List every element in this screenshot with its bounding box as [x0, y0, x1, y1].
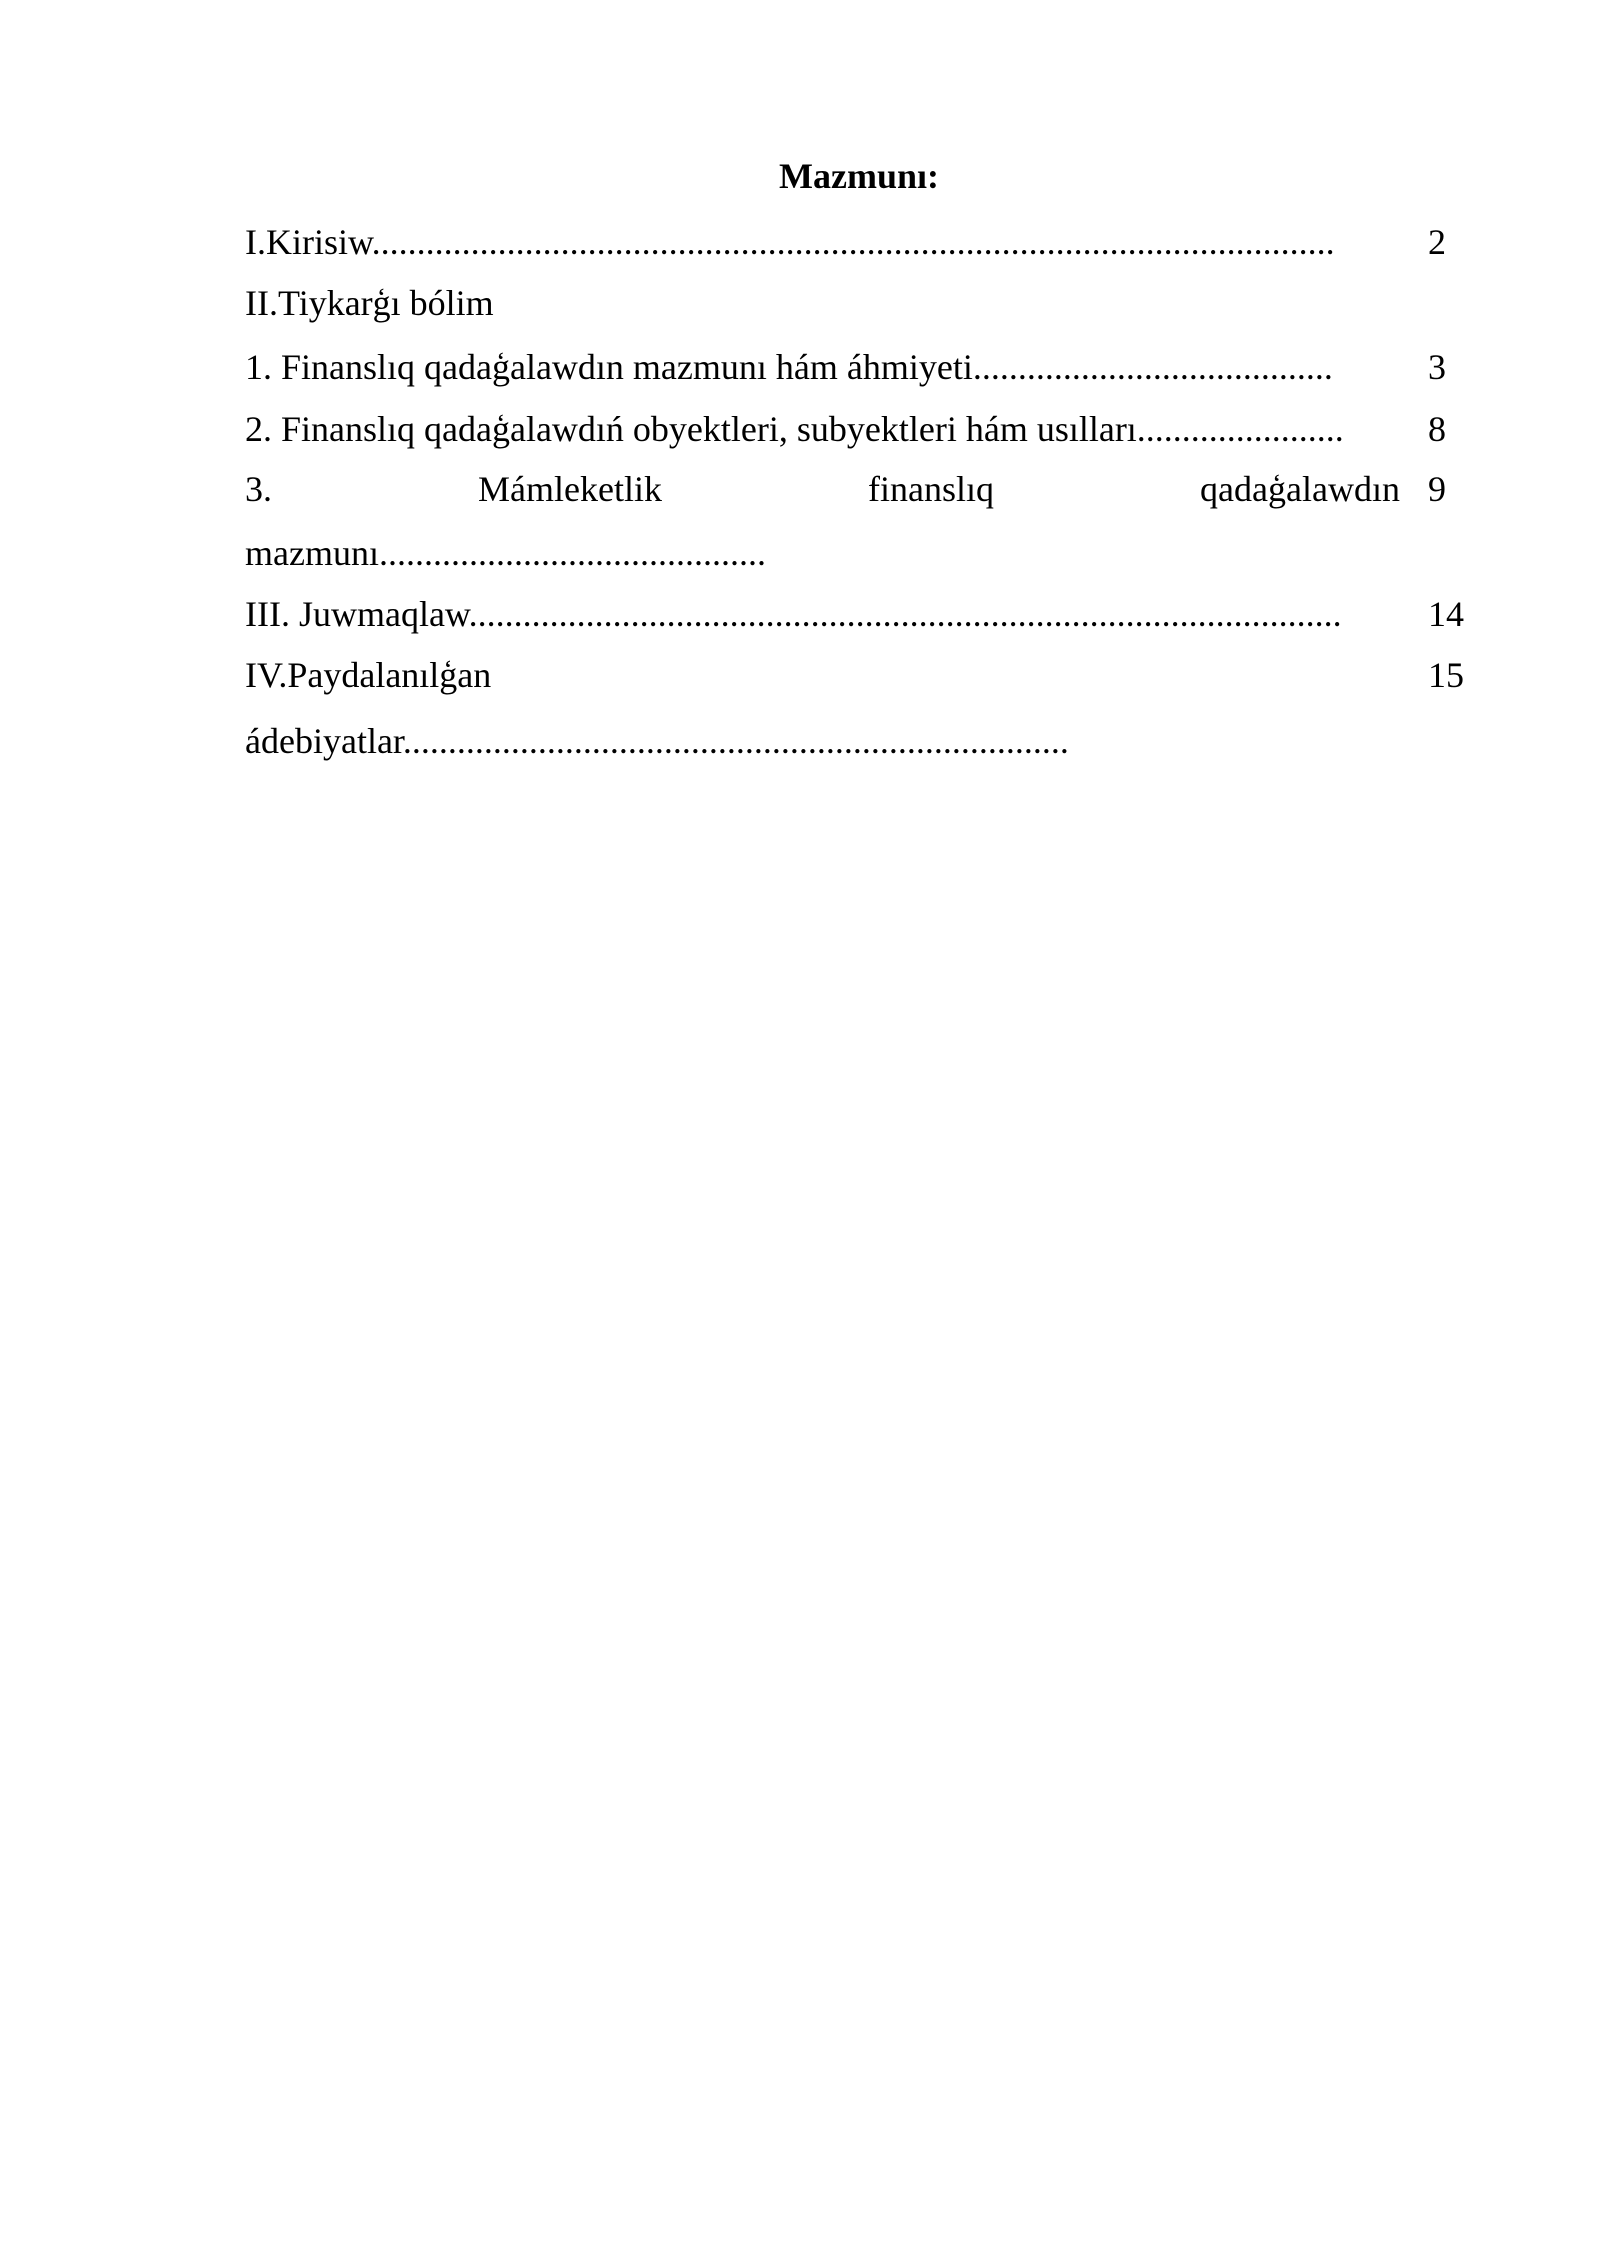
toc-entry-3-continuation: mazmunı...........................................: [245, 533, 766, 573]
toc-page-number: 8: [1428, 409, 1446, 449]
toc-entry-tiykargi-bolim: II.Tiykarģı bólim: [245, 283, 494, 323]
toc-page-number: 14: [1428, 594, 1464, 634]
toc-entry-kirisiw: I.Kirisiw...........................................................................................................: [245, 222, 1335, 262]
toc-entry-3-word: Mámleketlik: [478, 469, 662, 509]
toc-entry-1: 1. Finanslıq qadaģalawdın mazmunı hám áhmiyeti........................................: [245, 347, 1333, 387]
toc-title: Mazmunı:: [779, 156, 939, 196]
toc-entry-3-word: qadaģalawdın: [1200, 469, 1400, 509]
toc-page-number: 2: [1428, 222, 1446, 262]
toc-entry-paydalanilgan: IV.Paydalanılģan: [245, 655, 492, 695]
toc-page-number: 3: [1428, 347, 1446, 387]
toc-entry-2: 2. Finanslıq qadaģalawdıń obyektleri, subyektleri hám usılları.......................: [245, 409, 1344, 449]
toc-page-number: 9: [1428, 469, 1446, 509]
toc-page-number: 15: [1428, 655, 1464, 695]
toc-entry-3: [245, 465, 1400, 513]
toc-entry-paydalanilgan-continuation: ádebiyatlar..........................................................................: [245, 721, 1069, 761]
toc-entry-3-word: finanslıq: [868, 469, 995, 509]
toc-entry-juwmaqlaw: III. Juwmaqlaw.................................................................................................: [245, 594, 1342, 634]
toc-entry-3-word: 3.: [245, 469, 272, 509]
